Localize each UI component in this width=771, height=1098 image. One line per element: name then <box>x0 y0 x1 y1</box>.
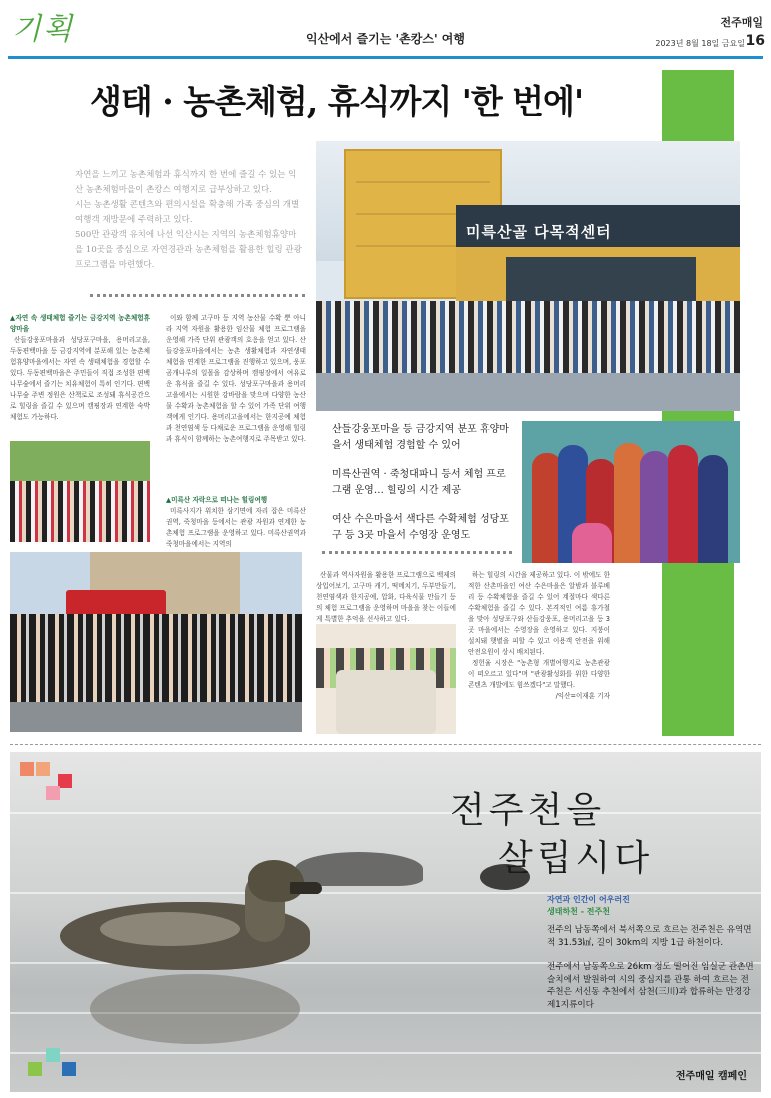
bullet-item: 산들강웅포마을 등 금강지역 분포 휴양마을서 생태체험 경험할 수 있어 <box>332 424 509 451</box>
decor-square <box>62 1062 76 1076</box>
lede-paragraph: 자연을 느끼고 농촌체험과 휴식까지 한 번에 즐길 수 있는 익산 농촌체험마을이 촌캉스 여행지로 급부상하고 있다. <box>75 170 297 195</box>
decor-square <box>36 762 50 776</box>
photo-community-center <box>316 141 740 411</box>
body-text: 하는 힐링의 시간을 제공하고 있다. 이 밖에도 한적한 산촌마을인 여산 수은마을은 알밤과 블루베리 등 수확체험을 즐길 수 있어 계절마다 색다른 수확체험을 즐길 수 있다. 본격적인 여름 휴가철을 맞아 성당포구와 산들강웅포, 용머리고을 등 3곳 마을에서는 수영장을 운영하고 있다. 지붕이 설치돼 햇볕을 피할 수 있고 이용객 안전을 위해 안전요원이 상시 배치된다. <box>468 571 610 656</box>
headline: 생태 · 농촌체험, 휴식까지 '한 번에' <box>90 82 584 121</box>
article-column-1b <box>166 495 306 550</box>
summary-bullets <box>332 422 514 557</box>
ad-body <box>547 924 757 1023</box>
ad-subtitle: 자연과 인간이 어우러진 <box>547 895 630 904</box>
photo-meal <box>316 624 456 734</box>
section-caption: ▲미륵산 자락으로 떠나는 힐링여행 <box>166 496 268 504</box>
ad-paragraph: 전주에서 남동쪽으로 26km 정도 떨어진 임실군 관촌면 슬치에서 발원하여 시의 중심지를 관통 하여 흐르는 전주천은 서신동 추천에서 삼천(三川)과 합류하는 만경강 제1지류이다 <box>547 962 754 1010</box>
article-column-1 <box>10 313 150 423</box>
decor-square <box>46 1048 60 1062</box>
paper-name: 전주매일 <box>720 16 763 29</box>
body-text: 미륵사지가 위치한 삼기면에 자리 잡은 미륵산권역, 죽청마을 등에서는 관광 자원과 연계한 농촌체험 프로그램을 운영하고 있다. 미륵산권역과 죽청마을에서는 지역의 <box>166 507 306 548</box>
ad-subtitle: 생태하천 - 전주천 <box>547 907 610 916</box>
building-sign: 미륵산골 다목적센터 <box>466 223 612 241</box>
byline: /익산=이재훈 기자 <box>555 692 610 700</box>
ad-paragraph: 전주의 남동쪽에서 북서쪽으로 흐르는 전주천은 유역면적 31.53㎢, 길이 30km의 지방 1급 하천이다. <box>547 925 752 948</box>
lede-paragraph: 시는 농촌생활 콘텐츠와 편의시설을 확충해 가족 중심의 개별여행객 재방문에 주력하고 있다. <box>75 200 300 225</box>
photo-costume-experience <box>522 421 740 563</box>
decor-square <box>20 762 34 776</box>
campaign-label: 전주매일 캠페인 <box>675 1071 747 1082</box>
photo-group-bus <box>10 552 302 732</box>
lede-paragraph: 500만 관광객 유치에 나선 익산시는 지역의 농촌체험휴양마을 10곳을 중심으로 자연경관과 농촌체험을 활용한 힐링 관광 프로그램을 마련했다. <box>75 230 302 270</box>
photo-forest-group <box>10 441 150 542</box>
header-rule <box>8 56 763 59</box>
quote-text: 정헌율 시장은 "농촌형 개별여행지로 농촌관광이 떠오르고 있다"며 "관광활성화를 위한 다양한 콘텐츠 개발에도 힘쓰겠다"고 말했다. <box>468 659 610 689</box>
article-column-4 <box>468 570 610 702</box>
section-caption: ▲자연 속 생태체험 즐기는 금강지역 농촌체험휴양마을 <box>10 314 150 333</box>
decor-square <box>28 1062 42 1076</box>
ad-divider <box>10 744 761 745</box>
body-text: 산들강웅포마을과 성당포구마을, 용머리고을, 두동편백마을 등 금강지역에 분포해 있는 농촌체험휴양마을에서는 자연 속 생태체험을 경험할 수 있다. 두동편백마을은 주민들이 직접 조성한 편백나무숲에서 즐기는 치유체험이 특히 인기다. 편백나무숲 주변 정원은 산책로로 조성돼 휴식공간으로 힐링을 즐길 수 있으며 캠핑장과 연계한 숙박체험도 가능하다. <box>10 336 150 421</box>
decor-square <box>58 774 72 788</box>
header-title: 익산에서 즐기는 '촌캉스' 여행 <box>306 32 465 46</box>
article-column-2 <box>166 313 306 445</box>
decor-square <box>46 786 60 800</box>
dotted-divider <box>90 294 305 297</box>
campaign-ad <box>10 752 761 1092</box>
bullet-item: 여산 수은마을서 색다른 수확체험 성당포구 등 3곳 마을서 수영장 운영도 <box>332 514 509 541</box>
article-column-3 <box>316 570 456 625</box>
section-tag: 기획 <box>12 12 74 47</box>
body-text: 산물과 역사자원을 활용한 프로그램으로 백제의상입어보기, 고구마 캐기, 떡메치기, 두부만들기, 천연염색과 한지공예, 압화, 다육식물 만들기 등의 체험 프로그램을 운영하며 마을을 찾는 이들에게 특별한 추억을 선사하고 있다. <box>316 571 456 623</box>
rock-shape <box>295 852 423 886</box>
page-header <box>0 0 771 58</box>
lede <box>75 168 303 273</box>
ad-title-line1: 전주천을 <box>450 790 606 831</box>
page-number: 16 <box>745 33 765 49</box>
issue-date: 2023년 8월 18일 금요일 <box>655 39 745 48</box>
ad-title-line2: 살립시다 <box>498 838 654 879</box>
bullet-item: 미륵산권역 · 죽청대파니 등서 체험 프로그램 운영… 힐링의 시간 제공 <box>332 469 506 496</box>
body-text: 이와 함께 고구마 등 지역 농산물 수확 뿐 아니라 지역 자원을 활용한 임산물 체험 프로그램을 운영해 가족 단위 관광객의 호응을 얻고 있다. 산들강웅포마을에서는 농촌 생활체험과 자연생태체험을 연계한 프로그램을 진행하고 있으며, 웅포 곰개나루의 일몰을 감상하며 캠핑장에서 여유로운 휴식을 즐길 수 있다. 성당포구마을과 용머리고을에서는 시원한 강바람을 맞으며 다양한 농산물 수확과 농촌체험을 할 수 있어 가족 단위 여행객에게 인기다. 용머리고을에서는 한지공예 체험과 천연염색 등 다채로운 프로그램을 운영해 힐링과 휴식이 함께하는 농촌여행지로 주목받고 있다. <box>166 314 306 443</box>
